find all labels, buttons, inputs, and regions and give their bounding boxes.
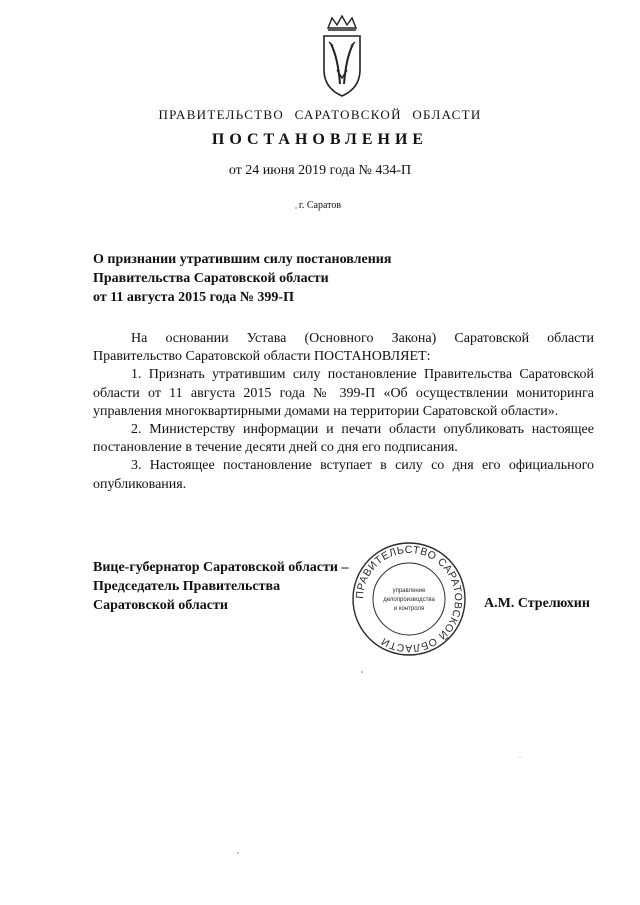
body-paragraph: 2. Министерству информации и печати области опубликовать настоящее постановление в течение десяти дней со дня его подписания. bbox=[93, 422, 594, 456]
stamp-ring-text: ПРАВИТЕЛЬСТВО САРАТОВСКОЙ ОБЛАСТИ bbox=[353, 543, 465, 655]
body-paragraph: 3. Настоящее постановление вступает в силу со дня его официального опубликования. bbox=[93, 458, 594, 492]
signatory-title-line: Саратовской области bbox=[93, 598, 228, 613]
body-paragraph: 1. Признать утратившим силу постановление Правительства Саратовской области от 11 августа 2015 года № 399-П «Об осуществлении мониторинга управления многоквартирными домами на территории Саратовской области». bbox=[93, 367, 594, 419]
document-type: ПОСТАНОВЛЕНИЕ bbox=[211, 131, 429, 148]
signer-name: А.М. Стрелюхин bbox=[484, 596, 590, 611]
stamp-inner-line: делопроизводства bbox=[383, 597, 435, 603]
subject-line: О признании утратившим силу постановления bbox=[93, 252, 392, 267]
coat-of-arms-icon bbox=[318, 14, 366, 98]
document-date-number: от 24 июня 2019 года № 434-П bbox=[228, 163, 412, 178]
body-paragraph: На основании Устава (Основного Закона) Саратовской области Правительство Саратовской области ПОСТАНОВЛЯЕТ: bbox=[93, 331, 594, 365]
signatory-title-line: Председатель Правительства bbox=[93, 579, 281, 594]
official-stamp-icon bbox=[350, 540, 468, 658]
subject-line: от 11 августа 2015 года № 399-П bbox=[93, 290, 294, 305]
government-name: ПРАВИТЕЛЬСТВО САРАТОВСКОЙ ОБЛАСТИ bbox=[158, 107, 482, 122]
stamp-inner-line: и контроля bbox=[393, 606, 425, 612]
document-subject bbox=[93, 250, 513, 307]
signatory-title-line: Вице-губернатор Саратовской области – bbox=[93, 560, 349, 575]
stamp-inner-line: управление bbox=[392, 588, 426, 594]
document-city: г. Саратов bbox=[298, 200, 342, 211]
document-body bbox=[93, 330, 594, 494]
subject-line: Правительства Саратовской области bbox=[93, 271, 329, 286]
signatory-title bbox=[93, 558, 348, 615]
